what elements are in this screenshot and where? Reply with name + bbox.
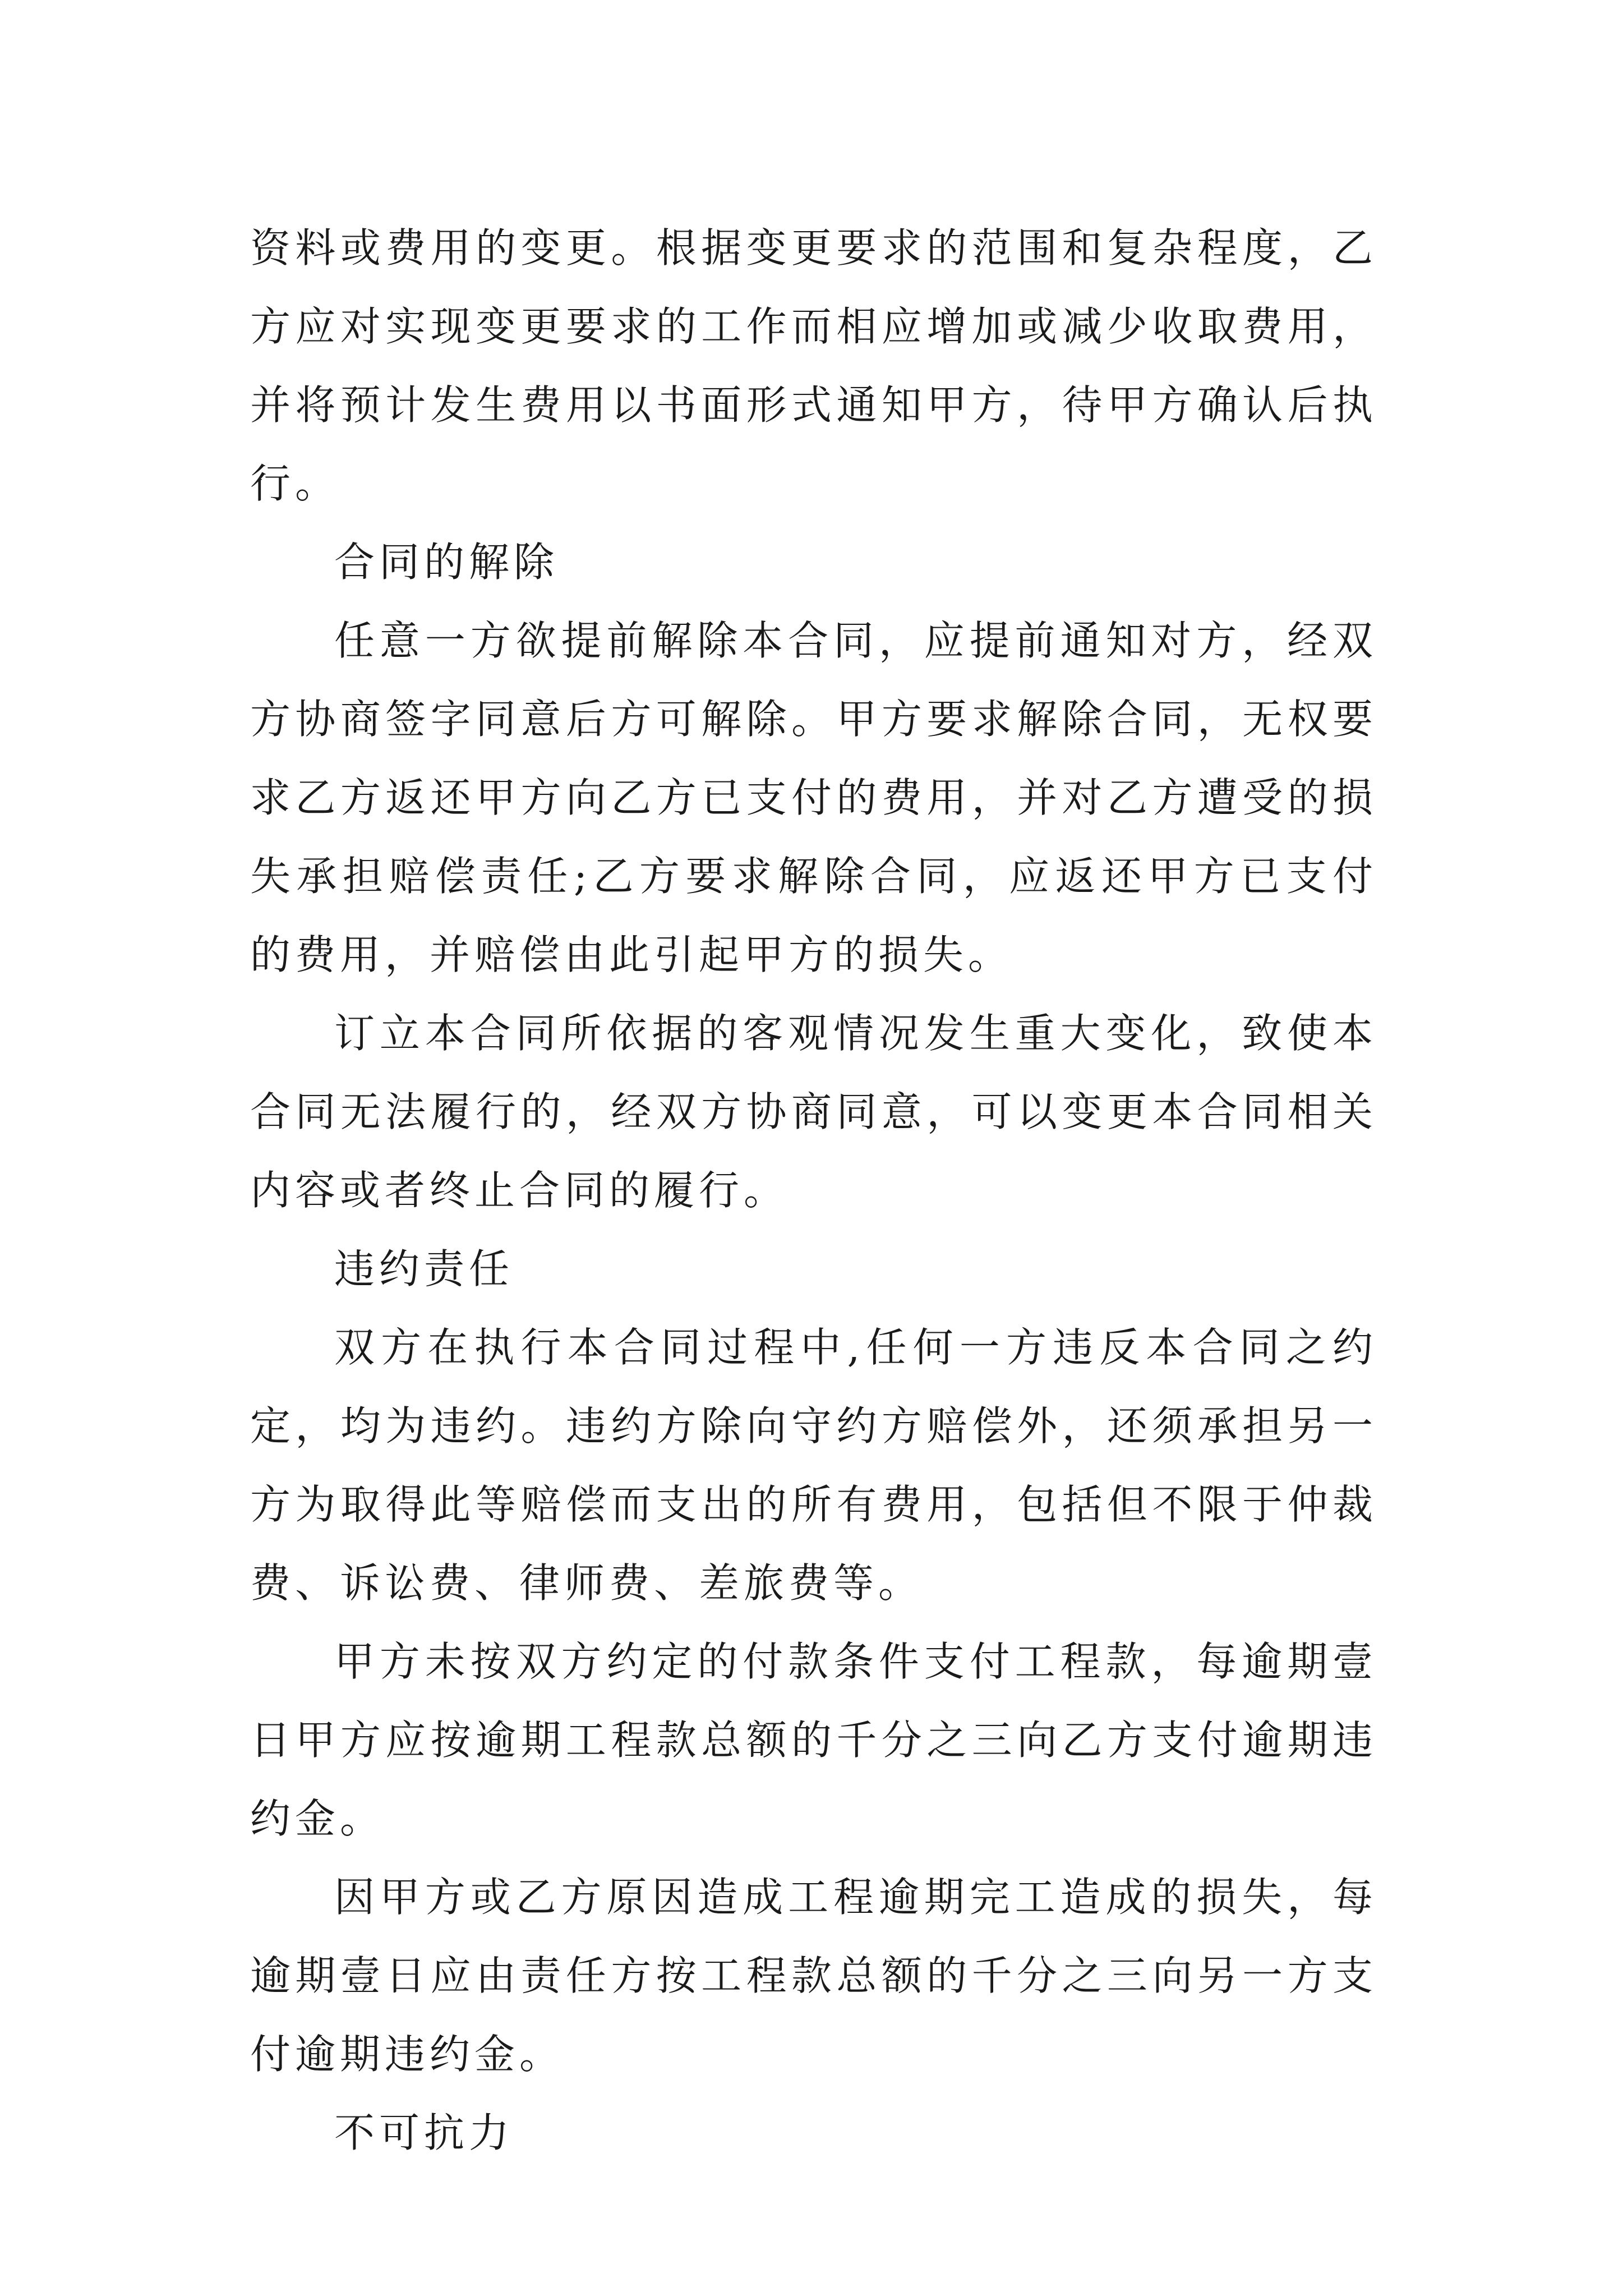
section-heading-termination: 合同的解除	[334, 539, 559, 586]
paragraph-late-payment-penalty: 甲方未按双方约定的付款条件支付工程款，每逾期壹日甲方应按逾期工程款总额的千分之三向乙方支付逾期违约金。	[250, 1638, 1377, 1842]
paragraph-breach-definition: 双方在执行本合同过程中,任何一方违反本合同之约定，均为违约。违约方除向守约方赔偿外，还须承担另一方为取得此等赔偿而支出的所有费用，包括但不限于仲裁费、诉讼费、律师费、差旅费等。	[250, 1324, 1377, 1607]
paragraph-early-termination: 任意一方欲提前解除本合同，应提前通知对方，经双方协商签字同意后方可解除。甲方要求解除合同，无权要求乙方返还甲方向乙方已支付的费用，并对乙方遭受的损失承担赔偿责任;乙方要求解除合同，应返还甲方已支付的费用，并赔偿由此引起甲方的损失。	[250, 617, 1377, 978]
paragraph-continued-change-request: 资料或费用的变更。根据变更要求的范围和复杂程度，乙方应对实现变更要求的工作而相应增加或减少收取费用，并将预计发生费用以书面形式通知甲方，待甲方确认后执行。	[250, 224, 1377, 507]
paragraph-late-completion-penalty: 因甲方或乙方原因造成工程逾期完工造成的损失，每逾期壹日应由责任方按工程款总额的千分之三向另一方支付逾期违约金。	[250, 1874, 1377, 2078]
section-heading-force-majeure: 不可抗力	[334, 2109, 514, 2156]
paragraph-circumstance-change: 订立本合同所依据的客观情况发生重大变化，致使本合同无法履行的，经双方协商同意，可以变更本合同相关内容或者终止合同的履行。	[250, 1010, 1377, 1214]
contract-body	[250, 209, 1377, 2172]
section-heading-breach-liability: 违约责任	[334, 1245, 514, 1292]
